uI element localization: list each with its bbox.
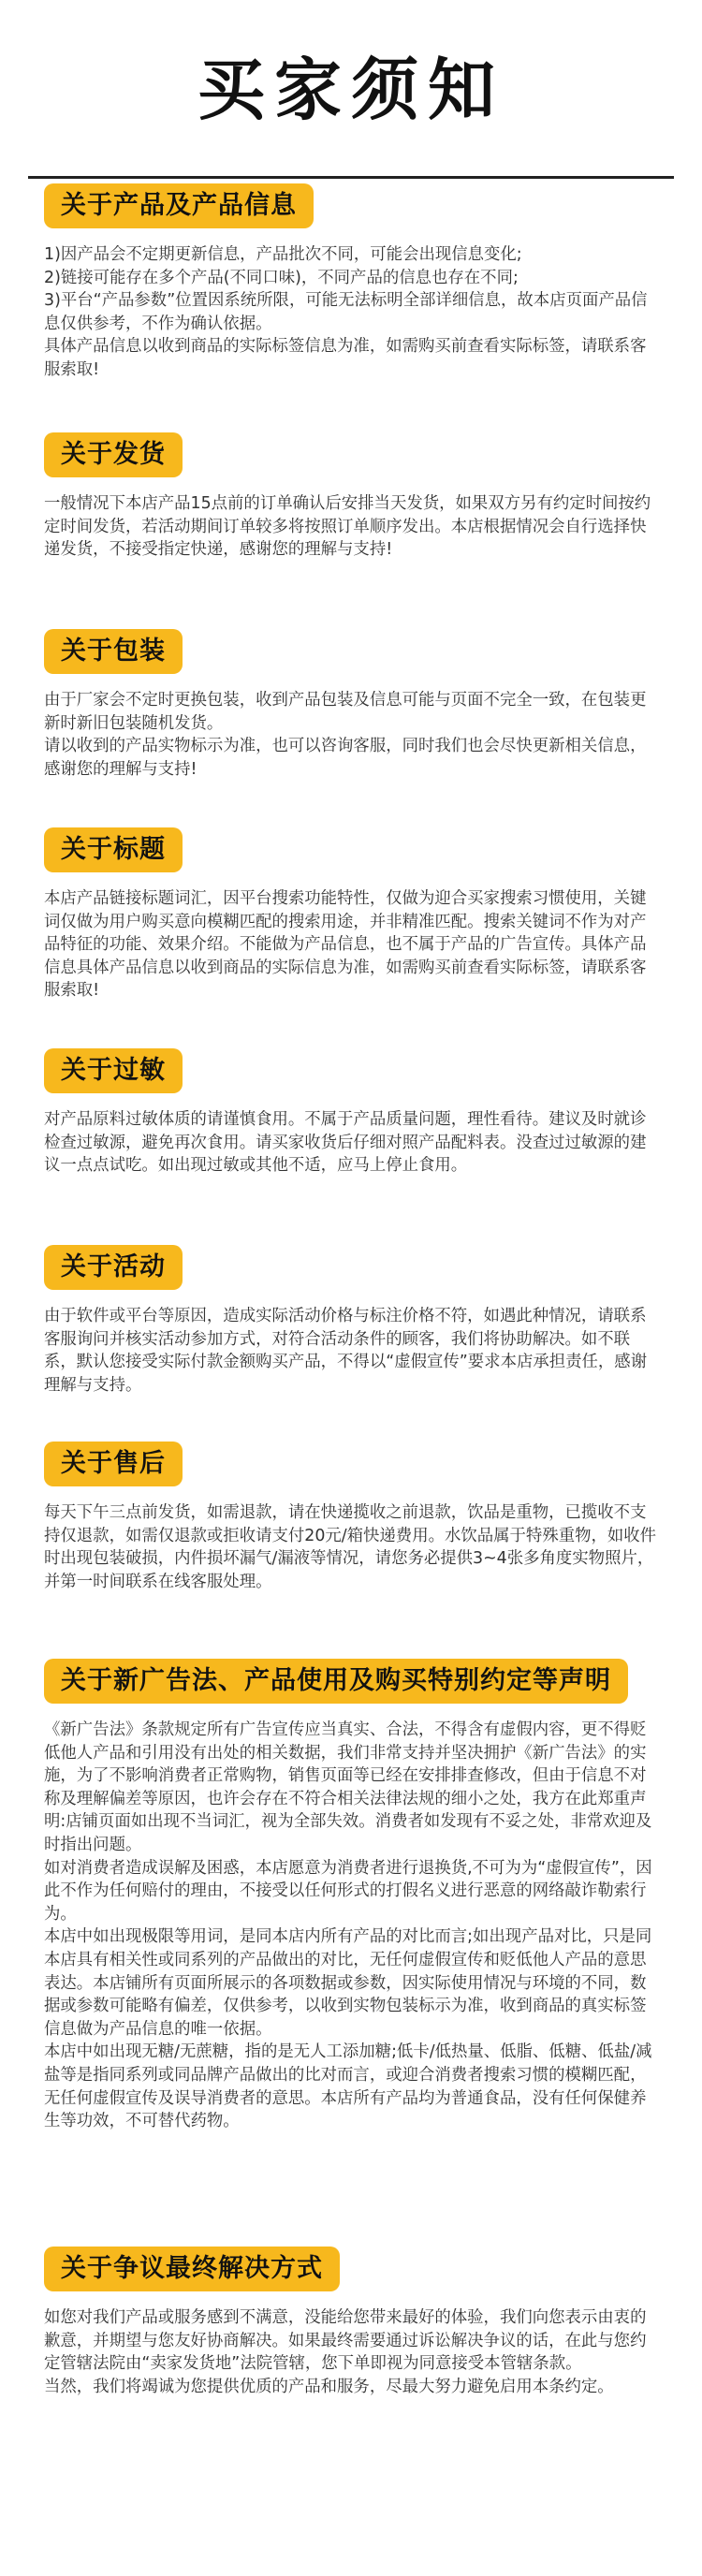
section-after-sales (44, 1442, 662, 1593)
section-heading: 关于活动 (44, 1245, 183, 1290)
section-body: 1)因产品会不定期更新信息，产品批次不同，可能会出现信息变化; 2)链接可能存在多个产品(不同口味)，不同产品的信息也存在不同; 3)平台“产品参数”位置因系统所限，可能无法标明全部详细信息，故本店页面产品信息仅供参考，不作为确认依据。 具体产品信息以收到商品的实际标签信息为准，如需购买前查看实际标签，请联系客服索取! (44, 245, 648, 379)
page-title: 买家须知 (197, 51, 505, 129)
section-heading: 关于发货 (44, 432, 183, 477)
section-body: 由于软件或平台等原因，造成实际活动价格与标注价格不符，如遇此种情况，请联系客服询问并核实活动参加方式，对符合活动条件的顾客，我们将协助解决。如不联系，默认您接受实际付款金额购买产品，不得以“虚假宣传”要求本店承担责任，感谢理解与支持。 (44, 1307, 648, 1395)
section-advertising-law (44, 1659, 662, 2133)
title-divider (28, 176, 674, 179)
section-body: 每天下午三点前发货，如需退款，请在快递揽收之前退款，饮品是重物，已揽收不支持仅退款，如需仅退款或拒收请支付20元/箱快递费用。水饮品属于特殊重物，如收件时出现包装破损，内件损坏漏气/漏液等情况，请您务必提供3~4张多角度实物照片，并第一时间联系在线客服处理。 (44, 1503, 657, 1591)
section-heading: 关于包装 (44, 629, 183, 674)
section-body: 如您对我们产品或服务感到不满意，没能给您带来最好的体验，我们向您表示由衷的歉意，并期望与您友好协商解决。如果最终需要通过诉讼解决争议的话，在此与您约定管辖法院由“卖家发货地”法院管辖，您下单即视为同意接受本管辖条款。 当然，我们将竭诚为您提供优质的产品和服务，尽最大努力避免启用本条约定。 (44, 2308, 647, 2396)
section-body: 《新广告法》条款规定所有广告宣传应当真实、合法，不得含有虚假内容，更不得贬低他人产品和引用没有出处的相关数据，我们非常支持并坚决拥护《新广告法》的实施，为了不影响消费者正常购物，销售页面等已经在安排排查修改，但由于信息不对称及理解偏差等原因，也许会存在不符合相关法律法规的细小之处，我方在此郑重声明:店铺页面如出现不当词汇，视为全部失效。消费者如发现有不妥之处，非常欢迎及时指出问题。 如对消费者造成误解及困惑，本店愿意为消费者进行退换货,不可为为“虚假宣传”，因此不作为任何赔付的理由，不接受以任何形式的打假名义进行恶意的网络敲诈勒索行为。 本店中如出现极限等用词，是同本店内所有产品的对比而言;如出现产品对比，只是同本店具有相关性或同系列的产品做出的对比，无任何虚假宣传和贬低他人产品的意思表达。本店铺所有页面所展示的各项数据或参数，因实际使用情况与环境的不同，数据或参数可能略有偏差，仅供参考，以收到实物包装标示为准，收到商品的真实标签信息做为产品信息的唯一依据。 本店中如出现无糖/无蔗糖，指的是无人工添加糖;低卡/低热量、低脂、低糖、低盐/减盐等是指同系列或同品牌产品做出的比对而言，或迎合消费者搜索习惯的模糊匹配，无任何虚假宣传及误导消费者的意思。本店所有产品均为普通食品，没有任何保健养生等功效，不可替代药物。 (44, 1720, 652, 2131)
section-title-keywords (44, 827, 662, 1003)
section-body: 一般情况下本店产品15点前的订单确认后安排当天发货，如果双方另有约定时间按约定时间发货，若活动期间订单较多将按照订单顺序发出。本店根据情况会自行选择快递发货，不接受指定快递，感谢您的理解与支持! (44, 494, 651, 560)
section-body: 对产品原料过敏体质的请谨慎食用。不属于产品质量问题，理性看待。建议及时就诊检查过敏源，避免再次食用。请买家收货后仔细对照产品配料表。没查过过敏源的建议一点点试吃。如出现过敏或其他不适，应马上停止食用。 (44, 1110, 647, 1176)
section-promotions (44, 1245, 662, 1397)
section-heading: 关于争议最终解决方式 (44, 2247, 340, 2291)
section-heading: 关于新广告法、产品使用及购买特别约定等声明 (44, 1659, 628, 1704)
section-body: 由于厂家会不定时更换包装，收到产品包装及信息可能与页面不完全一致，在包装更新时新旧包装随机发货。 请以收到的产品实物标示为准，也可以咨询客服，同时我们也会尽快更新相关信息，感谢您的理解与支持! (44, 691, 647, 779)
section-dispute-resolution (44, 2247, 662, 2398)
section-packaging (44, 629, 662, 781)
section-heading: 关于标题 (44, 827, 183, 872)
section-shipping (44, 432, 662, 562)
section-body: 本店产品链接标题词汇，因平台搜索功能特性，仅做为迎合买家搜索习惯使用，关键词仅做为用户购买意向模糊匹配的搜索用途，并非精准匹配。搜索关键词不作为对产品特征的功能、效果介绍。不能做为产品信息，也不属于产品的广告宣传。具体产品信息具体产品信息以收到商品的实际信息为准，如需购买前查看实际标签，请联系客服索取! (44, 889, 647, 1001)
section-product-info (44, 183, 662, 382)
section-heading: 关于过敏 (44, 1048, 183, 1093)
section-allergy (44, 1048, 662, 1178)
section-heading: 关于产品及产品信息 (44, 183, 314, 228)
section-heading: 关于售后 (44, 1442, 183, 1486)
